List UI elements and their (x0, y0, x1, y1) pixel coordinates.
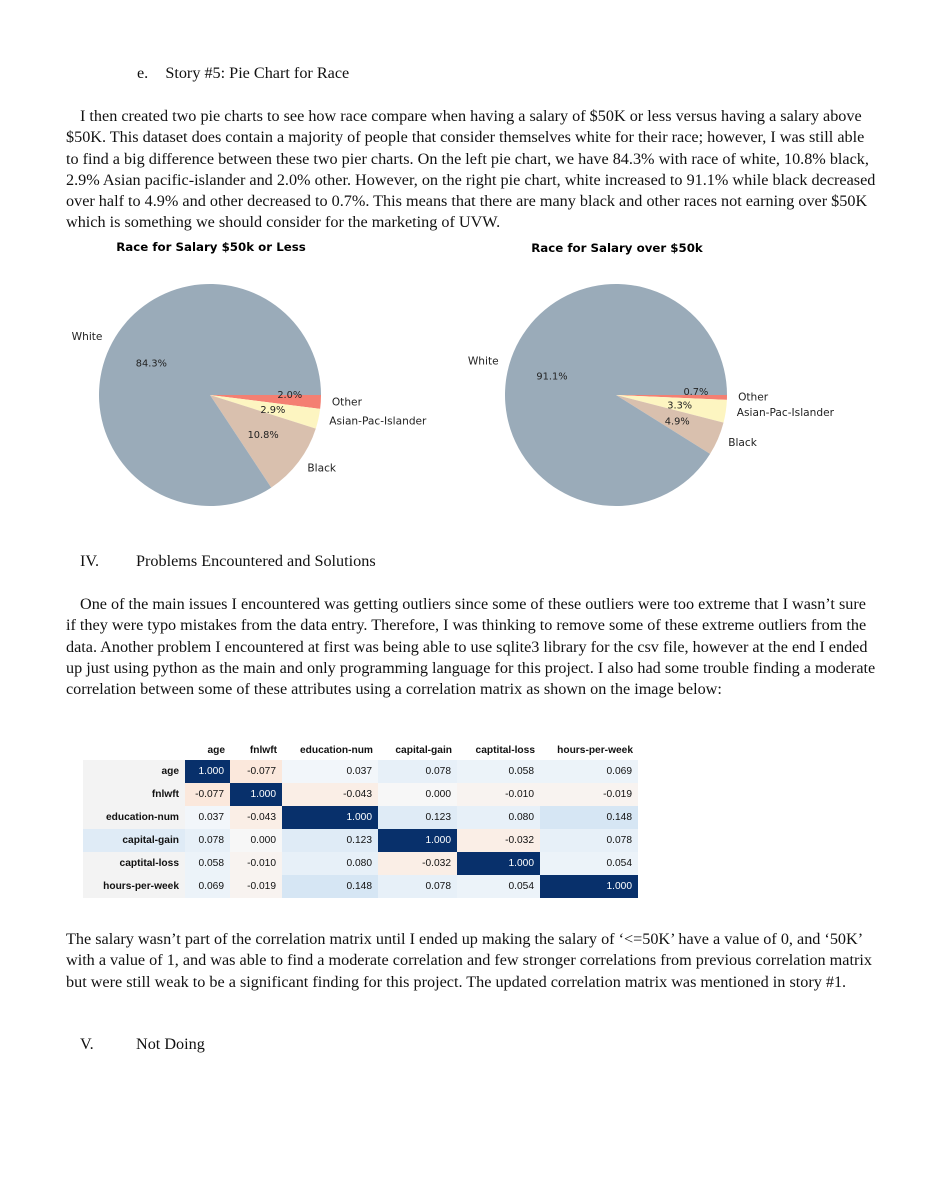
corr-cell: -0.019 (230, 875, 282, 898)
corr-cell: -0.010 (230, 852, 282, 875)
corr-cell: 0.123 (282, 829, 378, 852)
corr-row (83, 783, 638, 806)
section-iv-paragraph: One of the main issues I encountered was getting outliers since some of these outliers were too extreme that I wasn’t sure if they were typo mistakes from the data entry. Therefore, I was thinking to remove some of these extreme outliers from the data. Another problem I encountered at first was being able to use sqlite3 library for the csv file, however at the end I ended up just using python as the main and only programming language for this project. I also had some trouble finding a moderate correlation between some of these attributes using a correlation matrix as shown on the image below: (66, 595, 876, 699)
story-heading-number: e. (137, 64, 149, 82)
corr-cell: 1.000 (378, 829, 457, 852)
corr-cell: -0.077 (230, 760, 282, 783)
pie-right-label-black: Black (728, 437, 757, 450)
corr-cell: 0.054 (540, 852, 638, 875)
corr-cell: 0.148 (282, 875, 378, 898)
corr-column-header: fnlwft (249, 744, 277, 756)
section-v-heading (80, 1035, 205, 1054)
correlation-matrix (83, 740, 638, 898)
corr-row (83, 829, 638, 852)
corr-row (83, 875, 638, 898)
corr-cell: 0.000 (230, 829, 282, 852)
corr-cell: 0.058 (185, 852, 230, 875)
corr-cell: -0.032 (378, 852, 457, 875)
corr-cell: -0.043 (230, 806, 282, 829)
corr-column-header: age (207, 744, 225, 756)
pie-left-label-other: Other (331, 396, 362, 409)
pie-left-label-asian-pac-islander: Asian-Pac-Islander (329, 415, 427, 428)
corr-cell: 0.123 (378, 806, 457, 829)
corr-row (83, 852, 638, 875)
corr-cell: 0.058 (457, 760, 540, 783)
corr-cell: -0.032 (457, 829, 540, 852)
pie-left (72, 284, 427, 506)
corr-row-header: hours-per-week (83, 875, 185, 898)
corr-cell: -0.010 (457, 783, 540, 806)
corr-cell: 0.054 (457, 875, 540, 898)
pie-right-label-asian-pac-islander: Asian-Pac-Islander (736, 406, 834, 419)
corr-cell: 0.078 (378, 760, 457, 783)
corr-cell: 0.148 (540, 806, 638, 829)
corr-cell: 1.000 (282, 806, 378, 829)
corr-row-header: fnlwft (83, 783, 185, 806)
pie-right-pct-white: 91.1% (536, 371, 568, 383)
chart-title-right: Race for Salary over $50k (531, 241, 703, 255)
corr-cell: 0.080 (457, 806, 540, 829)
corr-cell: 1.000 (457, 852, 540, 875)
story-paragraph: I then created two pie charts to see how race compare when having a salary of $50K or less versus having a salary above $50K. This dataset does contain a majority of people that consider themselves white for their race; however, I was still able to find a big difference between these two pier charts. On the left pie chart, we have 84.3% with race of white, 10.8% black, 2.9% Asian pacific-islander and 2.0% other. However, on the right pie chart, white increased to 91.1% while black decreased over half to 4.9% and other decreased to 0.7%. This means that there are many black and other races not earning over $50K which is something we should consider for the marketing of UVW. (66, 107, 876, 232)
pie-right-label-white: White (467, 355, 499, 368)
corr-cell: 0.000 (378, 783, 457, 806)
corr-cell: 0.069 (540, 760, 638, 783)
story-heading (137, 64, 349, 83)
corr-column-header: education-num (299, 744, 373, 756)
corr-cell: 1.000 (185, 760, 230, 783)
chart-title-left: Race for Salary $50k or Less (116, 240, 306, 254)
corr-cell: -0.077 (185, 783, 230, 806)
corr-cell: 0.037 (282, 760, 378, 783)
pie-right-pct-black: 4.9% (664, 416, 690, 428)
corr-cell: 0.080 (282, 852, 378, 875)
corr-corner (83, 740, 185, 760)
section-iv-number: IV. (80, 552, 100, 570)
pie-left-pct-asian-pac-islander: 2.9% (260, 404, 286, 416)
corr-cell: 1.000 (230, 783, 282, 806)
pie-left-pct-white: 84.3% (135, 358, 167, 370)
pie-right (468, 284, 835, 506)
pie-right-label-other: Other (738, 391, 769, 404)
corr-row-header: age (83, 760, 185, 783)
corr-column-header: hours-per-week (557, 744, 633, 756)
corr-cell: 0.078 (540, 829, 638, 852)
section-iv-title: Problems Encountered and Solutions (136, 552, 376, 570)
corr-cell: 1.000 (540, 875, 638, 898)
corr-row-header: capital-gain (83, 829, 185, 852)
section-iv-heading (80, 552, 376, 571)
section-v-title: Not Doing (136, 1035, 205, 1053)
corr-cell: -0.043 (282, 783, 378, 806)
pie-left-label-black: Black (307, 462, 337, 475)
corr-row-header: education-num (83, 806, 185, 829)
corr-row (83, 760, 638, 783)
corr-column-header: captital-loss (475, 744, 535, 756)
after-table-paragraph: The salary wasn’t part of the correlation matrix until I ended up making the salary of ‘<=50K’ have a value of 0, and ‘50K’ with a value of 1, and was able to find a moderate correlation and few stronger correlations from previous correlation matrix but were still weak to be a significant finding for this project. The updated correlation matrix was mentioned in story #1. (66, 930, 872, 991)
corr-cell: 0.037 (185, 806, 230, 829)
corr-column-header: capital-gain (395, 744, 452, 756)
pie-charts (0, 235, 939, 525)
corr-cell: 0.069 (185, 875, 230, 898)
pie-left-label-white: White (71, 331, 103, 344)
section-v-number: V. (80, 1035, 94, 1053)
corr-cell: 0.078 (378, 875, 457, 898)
pie-left-pct-other: 2.0% (277, 390, 303, 402)
story-heading-text: Story #5: Pie Chart for Race (165, 64, 350, 82)
pie-right-pct-other: 0.7% (683, 386, 709, 398)
pie-left-pct-black: 10.8% (247, 430, 279, 442)
pie-right-pct-asian-pac-islander: 3.3% (667, 400, 693, 412)
corr-row (83, 806, 638, 829)
corr-cell: 0.078 (185, 829, 230, 852)
corr-row-header: captital-loss (83, 852, 185, 875)
corr-cell: -0.019 (540, 783, 638, 806)
